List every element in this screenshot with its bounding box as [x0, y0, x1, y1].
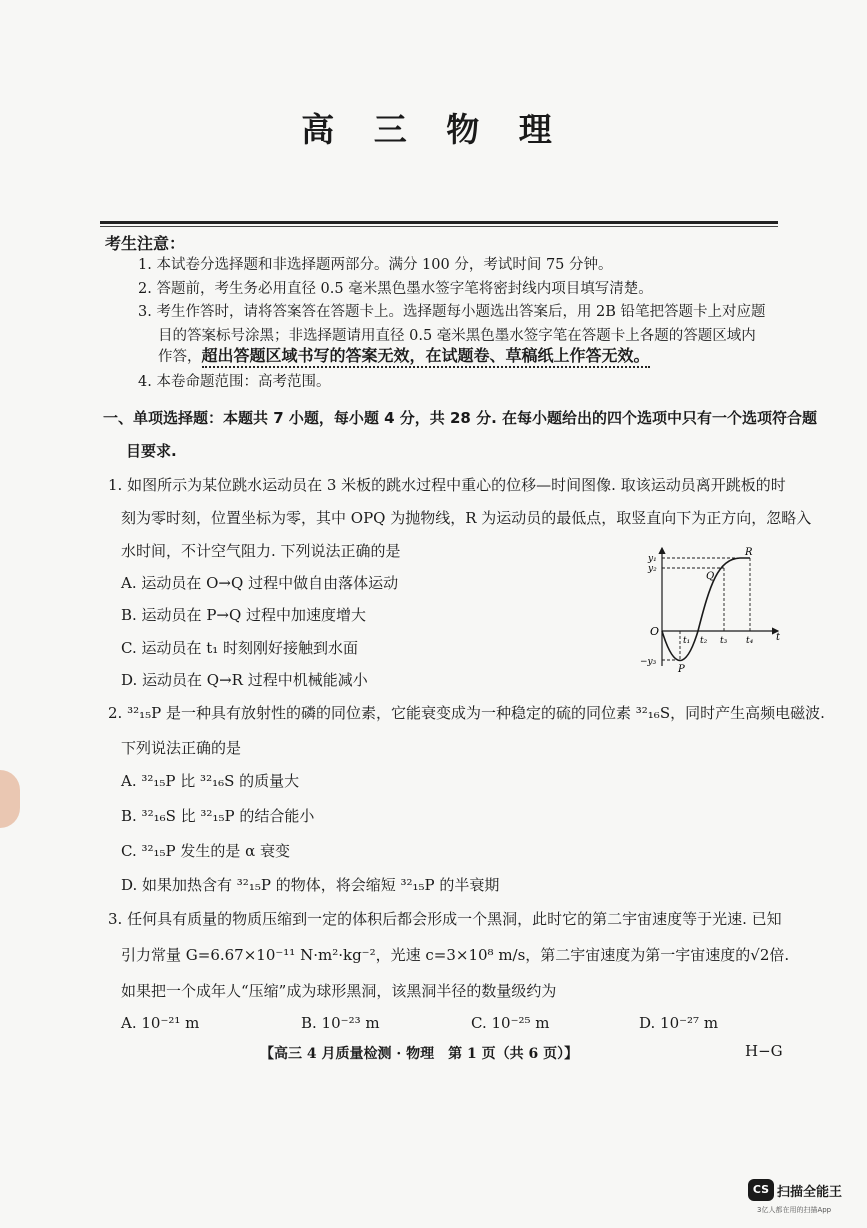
label-t2: t₂ [700, 636, 708, 646]
q1-option-b: B. 运动员在 P→Q 过程中加速度增大 [121, 606, 367, 624]
camscanner-name: 扫描全能王 [777, 1185, 843, 1200]
label-point-q: Q [706, 571, 715, 582]
q3-stem-2: 引力常量 G=6.67×10⁻¹¹ N·m²·kg⁻²，光速 c=3×10⁸ m/s，第二宇宙速度为第一宇宙速度的√2倍. [121, 946, 790, 964]
label-point-r: R [745, 547, 753, 558]
notice-emphasis: 超出答题区域书写的答案无效，在试题卷、草稿纸上作答无效。 [202, 346, 650, 368]
page-footer: 【高三 4 月质量检测 · 物理 第 1 页（共 6 页）】 [260, 1046, 579, 1062]
q2-option-a: A. ³²₁₅P 比 ³²₁₆S 的质量大 [121, 772, 300, 790]
header-rule-thin [100, 226, 778, 227]
q3-option-a: A. 10⁻²¹ m [121, 1014, 200, 1032]
notice-item-3: 3. 考生作答时，请将答案答在答题卡上。选择题每小题选出答案后，用 2B 铅笔把答题卡上对应题 [138, 304, 766, 320]
label-y1: y₁ [648, 554, 657, 564]
notice-item-4: 4. 本卷命题范围：高考范围。 [138, 374, 331, 390]
label-t-axis: t [776, 632, 781, 643]
notice-item-2: 2. 答题前，考生务必用直径 0.5 毫米黑色墨水签字笔将密封线内项目填写清楚。 [138, 281, 653, 297]
camscanner-tagline: 3亿人都在用的扫描App [757, 1206, 832, 1214]
notice-item-1: 1. 本试卷分选择题和非选择题两部分。满分 100 分，考试时间 75 分钟。 [138, 257, 613, 273]
q2-option-c: C. ³²₁₅P 发生的是 α 衰变 [121, 842, 291, 860]
label-t1: t₁ [683, 636, 691, 646]
q3-stem-1: 3. 任何具有质量的物质压缩到一定的体积后都会形成一个黑洞，此时它的第二宇宙速度等于光速. 已知 [108, 910, 782, 928]
q1-option-a: A. 运动员在 O→Q 过程中做自由落体运动 [121, 574, 399, 592]
label-neg-y3: −y₃ [640, 657, 657, 667]
q3-option-d: D. 10⁻²⁷ m [639, 1014, 719, 1032]
section-heading: 一、单项选择题：本题共 7 小题，每小题 4 分，共 28 分. 在每小题给出的四个选项中只有一个选项符合题 [103, 409, 818, 427]
q2-stem-1: 2. ³²₁₅P 是一种具有放射性的磷的同位素，它能衰变成为一种稳定的硫的同位素 ³²₁₆S，同时产生高频电磁波. [108, 704, 825, 722]
section-heading-cont: 目要求. [126, 442, 177, 460]
q3-option-b: B. 10⁻²³ m [301, 1014, 380, 1032]
q1-stem-3: 水时间，不计空气阻力. 下列说法正确的是 [121, 542, 401, 560]
q2-stem-2: 下列说法正确的是 [121, 739, 242, 757]
label-t4: t₄ [746, 636, 754, 646]
notice-item-3-prefix: 作答， [158, 349, 202, 365]
q1-option-d: D. 运动员在 Q→R 过程中机械能减小 [121, 671, 368, 689]
label-y2: y₂ [648, 564, 657, 574]
label-point-p: P [678, 664, 685, 672]
q1-stem-1: 1. 如图所示为某位跳水运动员在 3 米板的跳水过程中重心的位移—时间图像. 取该运动员离开跳板的时 [108, 476, 786, 494]
label-origin: O [650, 625, 660, 638]
notice-item-3-cont: 目的答案标号涂黑；非选择题请用直径 0.5 毫米黑色墨水签字笔在答题卡上各题的答题区域内 [158, 328, 756, 344]
q2-option-b: B. ³²₁₆S 比 ³²₁₅P 的结合能小 [121, 807, 315, 825]
q1-displacement-graph [640, 544, 790, 672]
notice-heading: 考生注意： [105, 234, 186, 253]
paper-code: H−G [745, 1042, 783, 1060]
q3-option-c: C. 10⁻²⁵ m [471, 1014, 550, 1032]
header-rule [100, 221, 778, 224]
label-t3: t₃ [720, 636, 728, 646]
q2-option-d: D. 如果加热含有 ³²₁₅P 的物体，将会缩短 ³²₁₅P 的半衰期 [121, 876, 500, 894]
q1-option-c: C. 运动员在 t₁ 时刻刚好接触到水面 [121, 639, 359, 657]
page-stain [0, 770, 20, 828]
q1-stem-2: 刻为零时刻，位置坐标为零，其中 OPQ 为抛物线，R 为运动员的最低点，取竖直向下为正方向，忽略入 [121, 509, 812, 527]
notice-item-3-last [158, 343, 650, 366]
page-title: 高 三 物 理 [301, 110, 566, 149]
q3-stem-3: 如果把一个成年人“压缩”成为球形黑洞，该黑洞半径的数量级约为 [121, 982, 557, 1000]
camscanner-logo-icon: CS [748, 1179, 774, 1201]
